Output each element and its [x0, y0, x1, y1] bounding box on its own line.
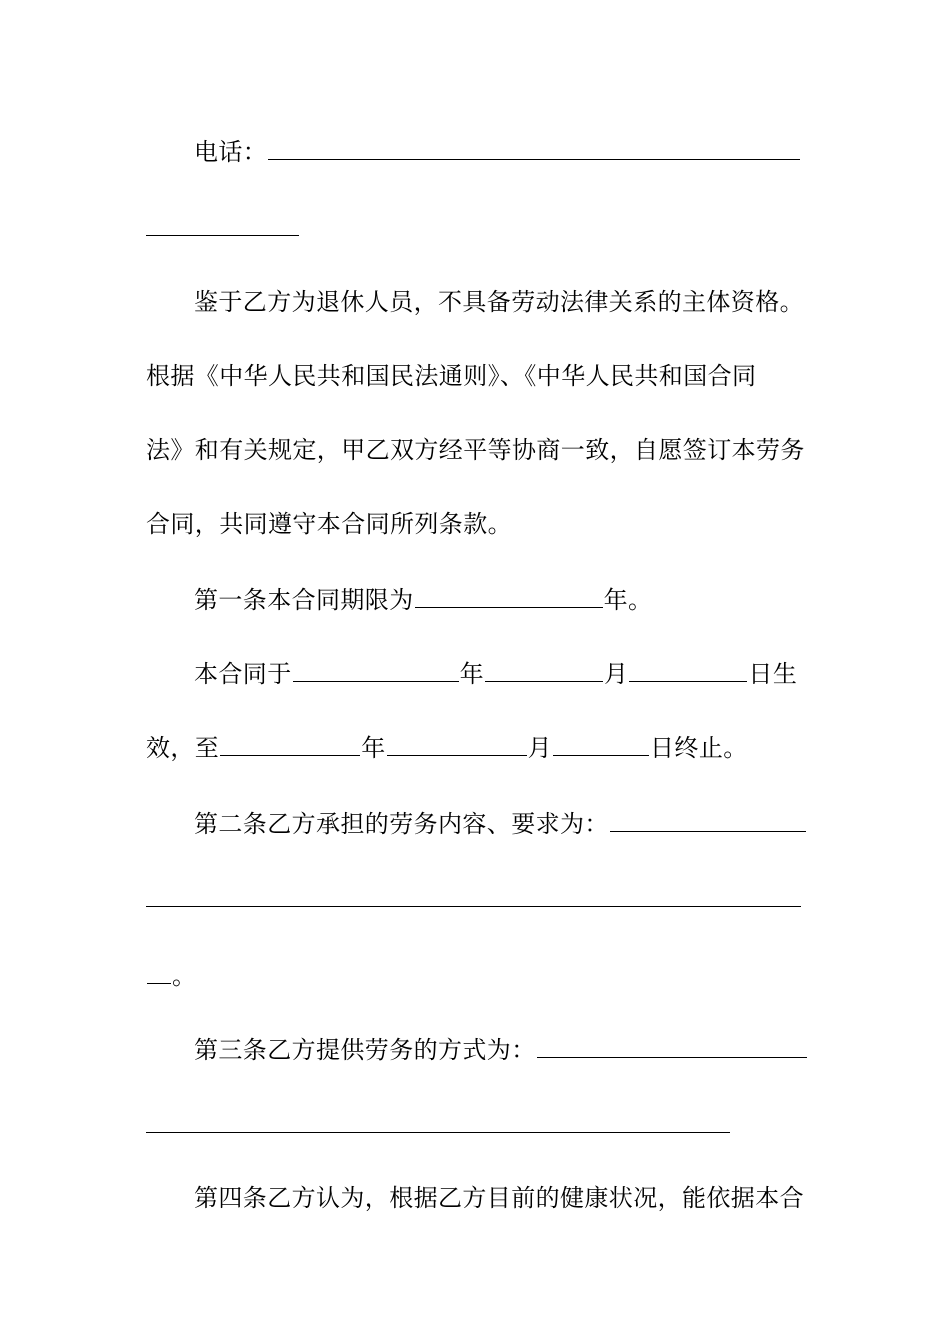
service-method-blank-continuation — [146, 1132, 730, 1133]
year-label: 年 — [459, 660, 485, 688]
effective-suffix: 日生 — [748, 660, 798, 688]
start-day-blank — [629, 655, 747, 682]
paragraph-line: 法》和有关规定，甲乙双方经平等协商一致，自愿签订本劳务 — [146, 436, 805, 464]
article-1-suffix: 年。 — [603, 586, 653, 614]
article-4-line: 第四条乙方认为，根据乙方目前的健康状况，能依据本合 — [194, 1184, 804, 1212]
end-day-blank — [553, 729, 649, 756]
effective-prefix: 本合同于 — [194, 660, 292, 688]
year-label: 年 — [361, 734, 386, 762]
end-prefix: 效，至 — [146, 734, 220, 762]
phone-line — [194, 132, 801, 172]
article-1-prefix: 第一条本合同期限为 — [194, 586, 414, 614]
term-years-blank — [415, 581, 603, 608]
service-content-blank-continuation — [146, 906, 801, 907]
start-month-blank — [485, 655, 603, 682]
article-2-text: 第二条乙方承担的劳务内容、要求为： — [194, 810, 609, 838]
end-month-blank — [387, 729, 527, 756]
article-2-end-line — [146, 956, 196, 996]
start-year-blank — [293, 655, 459, 682]
paragraph-line: 鉴于乙方为退休人员，不具备劳动法律关系的主体资格。 — [194, 288, 804, 316]
paragraph-line: 根据《中华人民共和国民法通则》、《中华人民共和国合同 — [146, 362, 757, 390]
end-suffix: 日终止。 — [650, 734, 748, 762]
service-content-blank-end — [147, 957, 171, 984]
phone-blank — [268, 133, 800, 160]
phone-blank-continuation — [146, 235, 299, 236]
phone-label: 电话： — [194, 138, 268, 166]
service-content-blank — [610, 805, 806, 832]
effective-date-line — [194, 654, 797, 694]
month-label: 月 — [527, 734, 553, 762]
end-year-blank — [220, 729, 360, 756]
service-method-blank — [537, 1031, 807, 1058]
article-1-line — [194, 580, 652, 620]
month-label: 月 — [604, 660, 629, 688]
article-3-text: 第三条乙方提供劳务的方式为： — [194, 1036, 536, 1064]
article-3-line — [194, 1030, 808, 1070]
end-date-line — [146, 728, 748, 768]
article-2-line — [194, 804, 807, 844]
paragraph-line: 合同，共同遵守本合同所列条款。 — [146, 510, 512, 538]
article-2-end: 。 — [172, 962, 197, 990]
